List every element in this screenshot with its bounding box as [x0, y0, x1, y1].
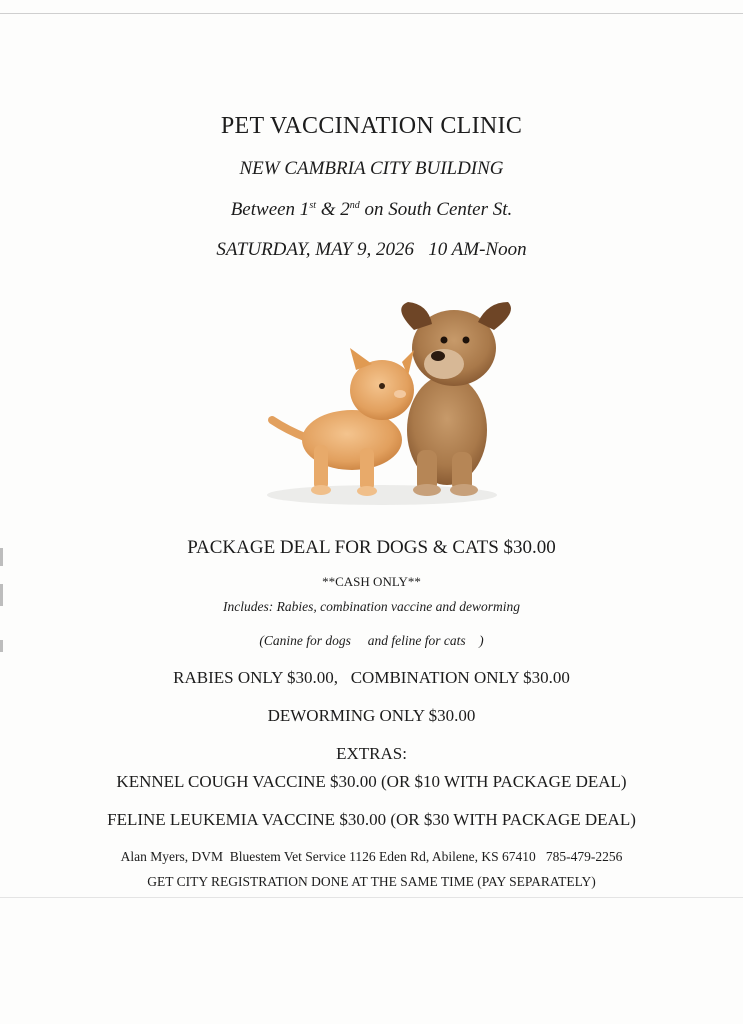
superscript-st: st: [309, 200, 316, 211]
rabies-combination-prices: RABIES ONLY $30.00, COMBINATION ONLY $30.00: [173, 668, 570, 687]
kitten-icon: [272, 348, 414, 496]
between-prefix: Between 1: [230, 199, 310, 220]
location-name: NEW CAMBRIA CITY BUILDING: [239, 158, 504, 179]
flyer-title: PET VACCINATION CLINIC: [220, 113, 523, 139]
event-date-time: SATURDAY, MAY 9, 2026 10 AM-Noon: [216, 239, 527, 260]
package-includes: Includes: Rabies, combination vaccine and deworming: [223, 599, 520, 614]
package-deal: PACKAGE DEAL FOR DOGS & CATS $30.00: [187, 537, 556, 558]
extras-heading: EXTRAS:: [336, 744, 407, 763]
between-mid: & 2: [315, 199, 350, 220]
scan-top-edge: [0, 13, 743, 14]
city-registration-note: GET CITY REGISTRATION DONE AT THE SAME TIME (PAY SEPARATELY): [147, 874, 596, 889]
kennel-cough-price: KENNEL COUGH VACCINE $30.00 (OR $10 WITH PACKAGE DEAL): [116, 772, 627, 791]
superscript-nd: nd: [349, 200, 360, 211]
vet-contact-info: Alan Myers, DVM Bluestem Vet Service 1126 Eden Rd, Abilene, KS 67410 785-479-2256: [120, 849, 623, 864]
cash-only-note: **CASH ONLY**: [322, 574, 421, 589]
between-suffix: on South Center St.: [359, 199, 513, 220]
puppy-icon: [401, 302, 511, 496]
puppy-and-kitten-photo: [232, 290, 532, 520]
feline-leukemia-price: FELINE LEUKEMIA VACCINE $30.00 (OR $30 WITH PACKAGE DEAL): [107, 810, 636, 829]
location-cross-streets: [0, 199, 743, 221]
scan-fold-line: [0, 897, 743, 898]
deworming-price: DEWORMING ONLY $30.00: [267, 706, 476, 725]
canine-feline-note: (Canine for dogs and feline for cats ): [259, 633, 484, 648]
